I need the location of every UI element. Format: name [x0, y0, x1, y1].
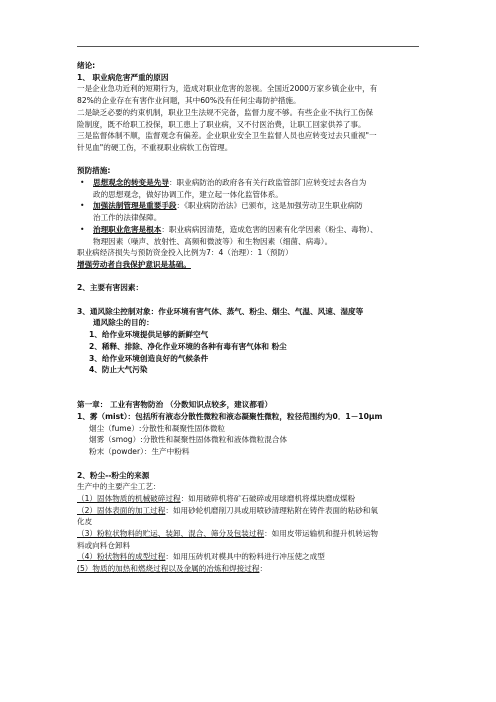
dust-item-lead: (5）物质的加热和燃烧过程以及金属的冶炼和焊接过程	[77, 564, 260, 574]
intro-heading: 绪论:	[77, 61, 96, 70]
section-2-title: 2、主要有害因素：	[77, 283, 144, 293]
purpose-item: 2、稀释、排除、净化作业环境的各种有毒有害气体和 粉尘	[89, 341, 287, 351]
dust-item-text: ：如用砂轮机磨削刀具或用喷砂清理粘附在铸件表面的粘砂和氧	[165, 505, 378, 515]
prevention-item-cont: 政的思想观念，做好协调工作，建立起一体化监管体系。	[93, 189, 283, 199]
dust-item	[77, 563, 427, 575]
prevention-item	[77, 200, 427, 212]
dust-item	[77, 551, 427, 563]
dust-item-lead: （3）粉粒状物料的贮运、装卸、混合、筛分及包装过程	[77, 529, 265, 539]
prevention-item-lead: 治理职业危害是根本	[93, 224, 162, 234]
definition-item: 烟雾（smog）:分散性和凝聚性固体微粒和液体微粒混合体	[89, 435, 288, 445]
prevention-heading: 预防措施:	[77, 166, 111, 176]
dust-item-text: ：如用皮带运输机和提升机转运物	[264, 529, 378, 539]
chapter-1-title: 第一章： 工业有害物防治 （分数知识点较多，建议都看）	[77, 400, 273, 410]
document-body	[77, 60, 427, 575]
dust-item	[77, 493, 427, 505]
dust-subtitle: 生产中的主要产尘工艺：	[77, 482, 161, 492]
purpose-title: 通风除尘的目的：	[93, 318, 154, 328]
awareness-line: 增强劳动者自我保护意识是基础。	[77, 259, 191, 269]
section-3-title: 3、通风除尘控制对象：作业环境有害气体、蒸气、粉尘、烟尘、气温、风速、湿度等	[77, 306, 364, 316]
dust-item-lead: （2）固体表面的加工过程	[77, 505, 166, 515]
prevention-item-text: ：职业病病因清楚，造成危害的因素有化学因素（粉尘、毒物）、	[161, 224, 378, 234]
dust-item-cont: 化皮	[77, 517, 93, 527]
prevention-item-lead: 加强法制管理是重要手段	[93, 201, 177, 211]
prevention-item	[77, 224, 427, 236]
prevention-item	[77, 177, 427, 189]
prevention-item-text: ：职业病防治的政府各有关行政监管部门应转变过去各自为	[168, 178, 367, 188]
section-1-title: 1、 职业病危害严重的原因	[77, 72, 169, 82]
dust-item-text: ：如用压砖机对模具中的粉料进行冲压使之成型	[165, 552, 325, 562]
definition-item: 粉末（powder）：生产中粉料	[89, 447, 190, 457]
para-1-line-2: 82%的企业存在有害作业问题，其中60%没有任何尘毒防护措施。	[77, 96, 301, 106]
bullet-icon: •	[80, 224, 85, 234]
header-rule	[77, 46, 419, 47]
para-2-line-1: 二是缺乏必要的约束机制，职业卫生法规不完备，监督力度不够。有些企业不执行工伤保	[77, 107, 374, 117]
bullet-icon: •	[80, 201, 85, 211]
purpose-item: 1、给作业环境提供足够的新鲜空气	[89, 330, 209, 340]
mist-definition: 1、雾（mist）：包括所有液态分散性微粒和液态凝聚性微粒，粒径范围约为0．1－10μm	[77, 412, 383, 422]
prevention-item-text: ：《职业病防治法》已颁布，这是加强劳动卫生职业病防	[176, 201, 363, 211]
dust-item-lead: （4）粉状物料的成型过程	[77, 552, 166, 562]
purpose-item: 3、给作业环境创造良好的气候条件	[89, 353, 209, 363]
para-3-line-2: 针见血"的硬工伤，不重视职业病软工伤管理。	[77, 142, 233, 152]
bullet-icon: •	[80, 178, 85, 188]
dust-item	[77, 505, 427, 517]
dust-item-text: ：	[259, 564, 268, 574]
dust-title: 2、粉尘--粉尘的来源	[77, 470, 150, 480]
prevention-item-lead: 思想观念的转变是先导	[93, 178, 169, 188]
definition-item: 烟尘（fume）:分散性和凝聚性固体微粒	[89, 423, 226, 433]
dust-item-cont: 料或向料仓卸料	[77, 540, 131, 550]
prevention-item-cont: 物理因素（噪声、放射性、高频和微波等）和生物因素（细菌、病毒）。	[93, 236, 333, 246]
para-3-line-1: 三是监督体制不顺，监督观念有偏差。企业职业安全卫生监督人员也应转变过去只重视"一	[77, 131, 377, 141]
dust-item-lead: （1）固体物质的机械破碎过程	[77, 493, 181, 503]
ratio-line: 职业病经济损失与预防资金投入比例为7：4（治理）：1（预防）	[77, 248, 293, 258]
dust-item	[77, 528, 427, 540]
purpose-item: 4、防止大气污染	[89, 365, 148, 375]
para-1-line-1: 一是企业急功近利的短期行为，造成对职业危害的忽视。全国近2000万家乡镇企业中，有	[77, 84, 378, 94]
para-2-line-2: 险制度，既不给职工投保，职工患上了职业病，又不付医治费，让职工回家供养了事。	[77, 119, 366, 129]
prevention-item-cont: 治工作的法律保障。	[93, 213, 162, 223]
dust-item-text: ：如用破碎机将矿石破碎或用球磨机将煤块磨成煤粉	[180, 493, 356, 503]
